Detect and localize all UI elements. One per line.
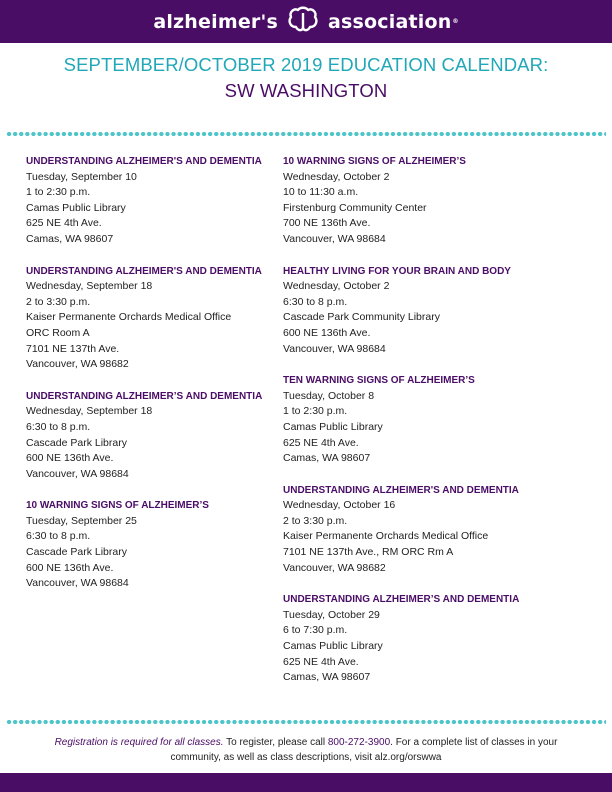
event-detail-line: Camas Public Library <box>283 420 383 433</box>
event-detail-line: Camas Public Library <box>283 640 383 653</box>
footer-bar <box>0 773 612 792</box>
event-title: UNDERSTANDING ALZHEIMER'S AND DEMENTIA <box>26 265 262 277</box>
event-detail-line: Kaiser Permanente Orchards Medical Office <box>283 530 489 543</box>
event-detail-line: 600 NE 136th Ave. <box>26 561 114 574</box>
event-detail-line: Vancouver, WA 98684 <box>26 577 129 590</box>
event-detail-line: Cascade Park Library <box>26 546 127 559</box>
event-listing <box>283 483 593 577</box>
event-title: UNDERSTANDING ALZHEIMER’S AND DEMENTIA <box>26 390 263 402</box>
event-listing <box>283 154 593 248</box>
event-listing <box>283 373 593 467</box>
event-detail-line: 700 NE 136th Ave. <box>283 217 371 230</box>
event-detail-line: 625 NE 4th Ave. <box>283 436 359 449</box>
registered-mark: ® <box>452 18 459 25</box>
event-detail-line: Firstenburg Community Center <box>283 201 427 214</box>
footer-line-2: community, as well as class descriptions, visit alz.org/orswwa <box>170 752 442 763</box>
footer-text-2: . For a complete list of classes in your <box>390 737 558 748</box>
event-detail-line: Camas Public Library <box>26 201 126 214</box>
right-events-column <box>283 154 593 702</box>
event-title: 10 WARNING SIGNS OF ALZHEIMER’S <box>283 156 466 167</box>
event-detail-line: Wednesday, September 18 <box>26 280 153 293</box>
event-listing <box>26 498 291 592</box>
event-detail-line: Vancouver, WA 98682 <box>283 561 386 574</box>
logo-text-left: alzheimer's <box>153 10 279 33</box>
event-detail-line: 625 NE 4th Ave. <box>26 217 102 230</box>
event-detail-line: Kaiser Permanente Orchards Medical Office <box>26 311 232 324</box>
event-title: 10 WARNING SIGNS OF ALZHEIMER’S <box>26 500 209 512</box>
dotted-divider-top <box>6 131 606 137</box>
page-title <box>0 52 612 104</box>
event-detail-line: ORC Room A <box>26 326 90 339</box>
event-detail-line: 600 NE 136th Ave. <box>283 326 371 339</box>
title-line-1: SEPTEMBER/OCTOBER 2019 EDUCATION CALENDAR: <box>63 54 549 75</box>
event-detail-line: 6 to 7:30 p.m. <box>283 624 348 637</box>
event-detail-line: Wednesday, September 18 <box>26 405 153 418</box>
event-listing <box>26 264 291 373</box>
event-detail-line: 7101 NE 137th Ave., RM ORC Rm A <box>283 546 454 559</box>
event-detail-line: 6:30 to 8 p.m. <box>26 530 91 543</box>
event-detail-line: Vancouver, WA 98684 <box>26 467 129 480</box>
dotted-divider-bottom <box>6 719 606 725</box>
event-title: TEN WARNING SIGNS OF ALZHEIMER’S <box>283 375 475 387</box>
registration-footer <box>0 735 612 765</box>
left-events-column <box>26 154 291 608</box>
alzheimers-association-logo <box>0 0 612 43</box>
event-detail-line: Wednesday, October 16 <box>283 499 396 512</box>
event-detail-line: Cascade Park Community Library <box>283 311 440 324</box>
event-detail-line: 6:30 to 8 p.m. <box>26 420 91 433</box>
event-listing <box>283 592 593 686</box>
event-detail-line: 7101 NE 137th Ave. <box>26 342 120 355</box>
footer-text-1: To register, please call <box>223 737 328 748</box>
event-detail-line: Wednesday, October 2 <box>283 280 390 293</box>
event-detail-line: Camas, WA 98607 <box>26 232 114 245</box>
event-detail-line: Wednesday, October 2 <box>283 170 390 183</box>
event-detail-line: Cascade Park Library <box>26 436 127 449</box>
registration-required-note: Registration is required for all classes. <box>54 737 224 748</box>
event-title: UNDERSTANDING ALZHEIMER’S AND DEMENTIA <box>283 594 520 606</box>
event-title: HEALTHY LIVING FOR YOUR BRAIN AND BODY <box>283 265 511 277</box>
event-detail-line: 1 to 2:30 p.m. <box>26 186 91 199</box>
event-title: UNDERSTANDING ALZHEIMER'S AND DEMENTIA <box>283 484 519 496</box>
event-detail-line: Tuesday, October 29 <box>283 608 380 621</box>
event-listing <box>26 154 291 248</box>
event-detail-line: 625 NE 4th Ave. <box>283 655 359 668</box>
event-detail-line: 2 to 3:30 p.m. <box>26 295 91 308</box>
event-detail-line: 600 NE 136th Ave. <box>26 452 114 465</box>
event-detail-line: Tuesday, September 10 <box>26 170 137 183</box>
logo-text-right: association <box>328 10 452 33</box>
brain-logo-icon <box>286 5 320 38</box>
event-detail-line: 2 to 3:30 p.m. <box>283 514 348 527</box>
event-listing <box>26 389 291 483</box>
event-detail-line: 6:30 to 8 p.m. <box>283 295 348 308</box>
event-detail-line: Vancouver, WA 98682 <box>26 358 129 371</box>
event-detail-line: 1 to 2:30 p.m. <box>283 405 348 418</box>
event-detail-line: Vancouver, WA 98684 <box>283 342 386 355</box>
event-detail-line: Camas, WA 98607 <box>283 452 371 465</box>
event-detail-line: Camas, WA 98607 <box>283 671 371 684</box>
event-title: UNDERSTANDING ALZHEIMER'S AND DEMENTIA <box>26 156 262 167</box>
event-detail-line: 10 to 11:30 a.m. <box>283 186 359 199</box>
event-detail-line: Tuesday, October 8 <box>283 389 375 402</box>
phone-link[interactable]: 800-272-3900 <box>327 737 391 748</box>
event-detail-line: Vancouver, WA 98684 <box>283 232 386 245</box>
event-detail-line: Tuesday, September 25 <box>26 514 137 527</box>
event-listing <box>283 264 593 358</box>
title-line-2: SW WASHINGTON <box>224 80 388 101</box>
